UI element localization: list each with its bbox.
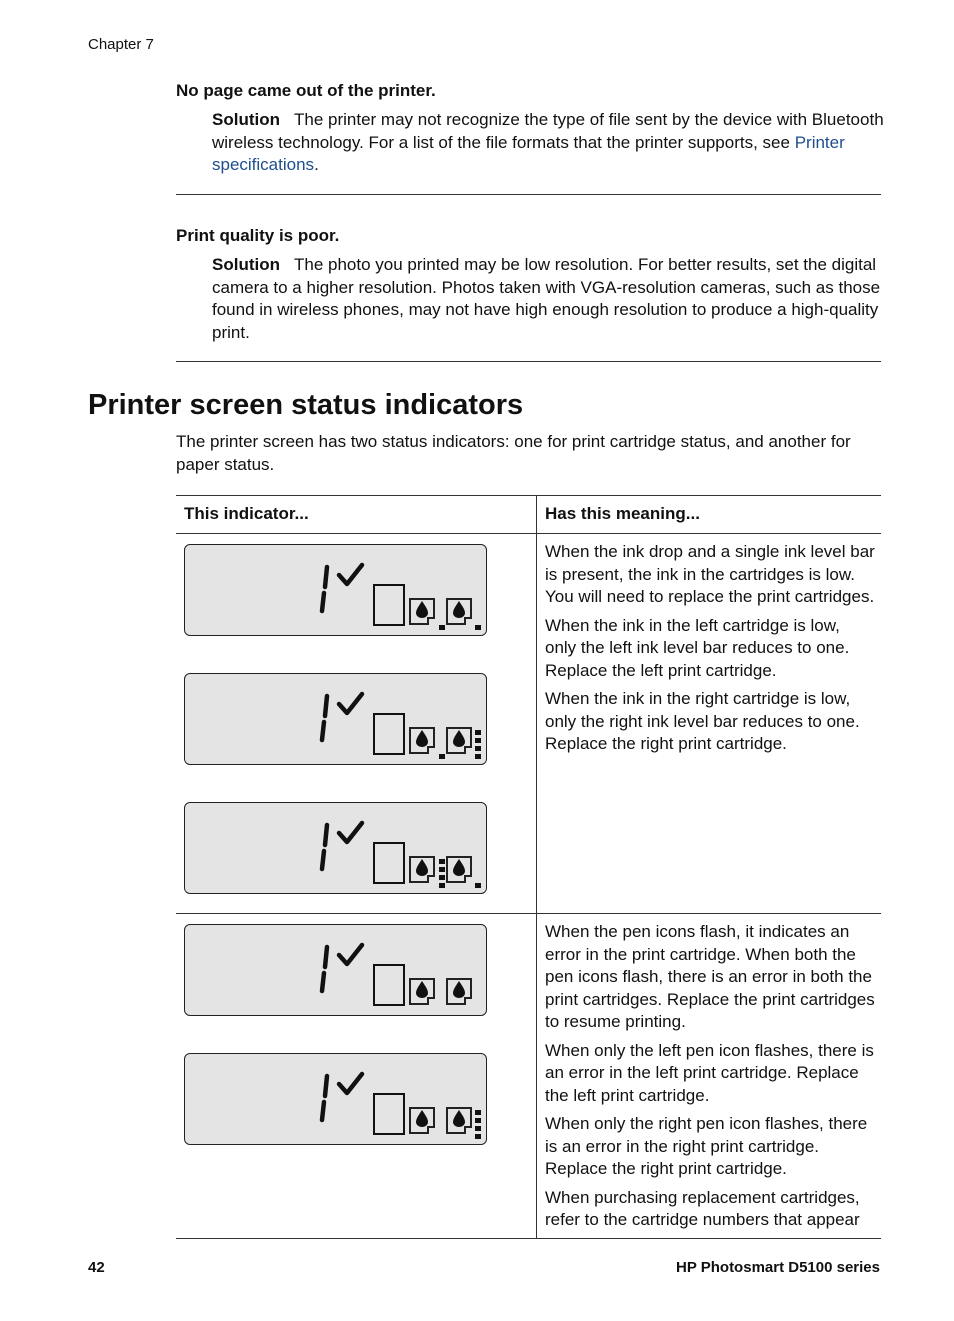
- ink-drop-icon: [416, 730, 428, 747]
- right-pen-icon: [447, 599, 471, 624]
- ink-drop-icon: [453, 859, 465, 876]
- printer-screen-display: [184, 1053, 487, 1145]
- meaning-paragraph: When only the left pen icon flashes, there is an error in the left print cartridge. Replace the left print cartridge.: [545, 1040, 874, 1105]
- ink-level-bar: [475, 746, 481, 751]
- left-pen-icon: [410, 979, 434, 1004]
- ink-drop-icon: [416, 859, 428, 876]
- check-icon: [339, 1074, 362, 1093]
- check-icon: [339, 565, 362, 584]
- ink-level-bar: [439, 625, 445, 630]
- paper-icon: [374, 843, 404, 883]
- check-icon: [339, 694, 362, 713]
- segment-digit-icon: [322, 1102, 324, 1120]
- divider: [176, 194, 881, 195]
- printer-specifications-link[interactable]: Printer specifications: [212, 132, 845, 174]
- problem-title-print-quality: Print quality is poor.: [176, 226, 340, 245]
- meaning-paragraph: When purchasing replacement cartridges, refer to the cartridge numbers that appear: [545, 1187, 860, 1229]
- ink-level-bar: [475, 883, 481, 888]
- column-header-meaning: Has this meaning...: [537, 496, 882, 534]
- right-pen-icon: [447, 1108, 471, 1133]
- ink-level-bar: [439, 875, 445, 880]
- ink-drop-icon: [416, 981, 428, 998]
- page-number: 42: [88, 1259, 105, 1276]
- chapter-label: Chapter 7: [88, 36, 154, 53]
- ink-drop-icon: [453, 981, 465, 998]
- solution-no-page: [212, 109, 884, 177]
- indicator-table: [176, 495, 881, 1239]
- meaning-paragraph: When only the right pen icon flashes, there is an error in the right print cartridge. Replace the right print cartridge.: [545, 1114, 868, 1178]
- divider: [176, 361, 881, 362]
- meaning-cell: [537, 534, 882, 914]
- right-pen-icon: [447, 728, 471, 753]
- left-pen-icon: [410, 1108, 434, 1133]
- printer-screen-display: [184, 802, 487, 894]
- indicator-cell: [176, 534, 537, 914]
- ink-level-bar: [475, 738, 481, 743]
- ink-level-bar: [475, 1134, 481, 1139]
- column-header-indicator: This indicator...: [176, 496, 537, 534]
- meaning-paragraph: When the ink in the left cartridge is low, only the left ink level bar reduces to one. Replace the left print cartridge.: [545, 615, 850, 680]
- segment-digit-icon: [325, 696, 327, 716]
- ink-level-bar: [475, 1118, 481, 1123]
- ink-drop-icon: [416, 601, 428, 618]
- ink-level-bar: [439, 859, 445, 864]
- segment-digit-icon: [325, 947, 327, 967]
- paper-icon: [374, 1094, 404, 1134]
- solution-text: The printer may not recognize the type of file sent by the device with Bluetooth wireless technology. For a list of the file formats that the printer supports, see: [212, 110, 884, 152]
- check-icon: [339, 823, 362, 842]
- segment-digit-icon: [322, 973, 324, 991]
- paper-icon: [374, 585, 404, 625]
- solution-label: Solution: [212, 110, 280, 129]
- printer-screen-display: [184, 544, 487, 636]
- left-pen-icon: [410, 728, 434, 753]
- solution-print-quality: [212, 254, 884, 344]
- segment-digit-icon: [322, 593, 324, 611]
- check-icon: [339, 945, 362, 964]
- ink-level-bar: [439, 867, 445, 872]
- meaning-cell: [537, 914, 882, 1239]
- solution-label: Solution: [212, 255, 280, 274]
- section-title: Printer screen status indicators: [88, 389, 524, 421]
- meaning-paragraph: When the pen icons flash, it indicates an error in the print cartridge. When both the pen icons flash, there is an error in both the print cartridges. Replace the print cartridges to resume printing.: [545, 922, 875, 1031]
- ink-drop-icon: [416, 1110, 428, 1127]
- segment-digit-icon: [325, 567, 327, 587]
- right-pen-icon: [447, 979, 471, 1004]
- table-row: [176, 914, 881, 1239]
- ink-drop-icon: [453, 730, 465, 747]
- meaning-paragraph: When the ink in the right cartridge is low, only the right ink level bar reduces to one. Replace the right print cartridge.: [545, 689, 860, 753]
- ink-level-bar: [475, 1126, 481, 1131]
- left-pen-icon: [410, 857, 434, 882]
- solution-text: The photo you printed may be low resolution. For better results, set the digital camera to a higher resolution. Photos taken with VGA-resolution cameras, such as those found in wireless phones, may not have high enough resolution to produce a high-quality print.: [212, 255, 881, 342]
- solution-tail: .: [314, 155, 319, 174]
- segment-digit-icon: [325, 1076, 327, 1096]
- table-row: [176, 534, 881, 914]
- ink-level-bar: [475, 625, 481, 630]
- ink-drop-icon: [453, 1110, 465, 1127]
- problem-title-no-page: No page came out of the printer.: [176, 81, 436, 100]
- ink-level-bar: [475, 754, 481, 759]
- left-pen-icon: [410, 599, 434, 624]
- printer-screen-display: [184, 673, 487, 765]
- segment-digit-icon: [325, 825, 327, 845]
- segment-digit-icon: [322, 722, 324, 740]
- ink-level-bar: [439, 883, 445, 888]
- ink-level-bar: [439, 754, 445, 759]
- product-name: HP Photosmart D5100 series: [676, 1259, 880, 1276]
- ink-level-bar: [475, 730, 481, 735]
- right-pen-icon: [447, 857, 471, 882]
- paper-icon: [374, 965, 404, 1005]
- printer-screen-display: [184, 924, 487, 1016]
- table-header-row: [176, 496, 881, 534]
- ink-drop-icon: [453, 601, 465, 618]
- segment-digit-icon: [322, 851, 324, 869]
- section-intro: The printer screen has two status indicators: one for print cartridge status, and another for paper status.: [176, 432, 851, 474]
- indicator-cell: [176, 914, 537, 1239]
- paper-icon: [374, 714, 404, 754]
- ink-level-bar: [475, 1110, 481, 1115]
- meaning-paragraph: When the ink drop and a single ink level bar is present, the ink in the cartridges is low. You will need to replace the print cartridges.: [545, 542, 875, 606]
